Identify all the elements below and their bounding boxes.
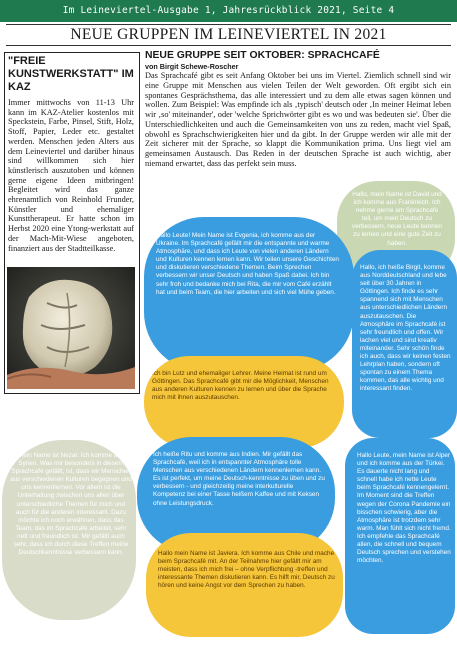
speech-bubble-lutz: Ich bin Lutz und ehemaliger Lehrer. Meine Heimat ist rund um Göttingen. Das Sprachcafé gibt mir die Möglichkeit, Menschen aus anderen Kulturen kennen zu lernen und über die Sprache mich mit ihnen auszutauschen. xyxy=(144,356,344,448)
article-headline: NEUE GRUPPE SEIT OKTOBER: SPRACHCAFÉ xyxy=(145,50,380,61)
page-title: NEUE GRUPPEN IM LEINEVIERTEL IN 2021 xyxy=(70,26,387,43)
speech-bubble-ritu: Ich heiße Ritu und komme aus Indien. Mir gefällt das Sprachcafé, weil ich in entspannter Atmosphäre tolle Menschen aus verschiedenen Ländern kennenlernen kann. Es ist perfekt, um meine Deutsch-kenntnisse zu üben und zu verbessern - und gleichzeitig meine interkulturelle Kompetenz bei einer Tasse heißem Kaffee und mit Keksen ohne Leistungsdruck. xyxy=(137,437,335,553)
speech-bubble-nezar: Mein Name ist Nezar. Ich komme aus Syrien. Was mir besonders in diesem Sprachcafé gefällt, ist, dass wir Menschen aus verschiedenen Kulturen begegnen und uns kennenlernen. Vor allem ist die Unterhaltung zwischen uns allen über unterschiedliche Themen für mich und auch für die anderen interessant. Dazu möchte ich noch erwähnen, dass das Team, das im Sprachcafé arbeitet, sehr nett und freundlich ist. Mir gefällt auch sehr, dass ich durch diese Treffen meine Deutschkenntnisse verbessern kann. xyxy=(2,440,136,620)
article-byline: von Birgit Schewe-Roscher xyxy=(145,62,239,71)
stone-sculpture-photo xyxy=(7,267,135,389)
sidebar-body: Immer mittwochs von 11-13 Uhr kann im KAZ-Atelier kostenlos mit Speckstein, Farbe, Pinsel, Stift, Holz, Stoff, Papier, Leder etc. gestaltet werden. Menschen jeden Alters aus dem Leineviertel und darüber hinaus sind willkommen sich hier künstlerisch auszutoben und können gerne eigene Ideen mitbringen! Begleitet wird das ganze ehrenamtlich von Reinhold Frunder, Künstler und ehemaliger Kunsttherapeut. Er hatte schon im Herbst 2020 eine Ytong-werkstatt auf der Mach-Mit-Wiese angeboten, finanziert aus der Stadtteilkasse. xyxy=(8,98,134,253)
speech-bubble-javiera: Hallo mein Name ist Javiera. Ich komme aus Chile und mache beim Sprachcafé mit. An der Teilnahme hier gefällt mir am meisten, dass ich mich frei – ohne Verpflichtung -treffen und interessante Themen diskutieren kann. Es hilft mir, Deutsch zu hören und keine Angst vor dem Sprechen zu haben. xyxy=(146,533,343,637)
article-body: Das Sprachcafé gibt es seit Anfang Oktober bei uns im Viertel. Ziemlich schnell sind wir eine Gruppe mit Menschen aus vielen Teilen der Welt geworden. Oft ergibt sich ein spontanes Gesprächsthema, das alle interessiert und zu dem alle etwas sagen können und wollen. Zum Beispiel: Was empfinde ich als ‚typisch' deutsch oder ‚In meiner Heimat leben wir ‚so' miteinander', oder 'welche Sprichwörter gibt es wo und was bedeuten sie'. Über die Unterschiedlichkeiten und auch die Gemeinsamkeiten von uns zu reden, macht viel Spaß, obwohl es Sprachschwierigkeiten hier und da gibt. In der Gruppe werden wir alle mit der Zeit sicherer mit der Sprache, so klappt die Kommunikation prima. Uns liegt viel am gemeinsamen Austausch. Das Reden in der deutschen Sprache ist auch wichtig, aber niemand erwartet, dass das perfekt sein muss. xyxy=(145,71,451,168)
speech-bubble-evgenia: Hallo Leute! Mein Name ist Evgenia, ich komme aus der Ukraine. Im Sprachcafé gefällt mir die entspannte und warme Atmosphäre, und dass ich Leute von vielen anderen Ländern und Kulturen kennen lernen kann. Wir teilen unsere Geschichten und diskutieren verschiedene Themen. Beim Sprechen verbessern wir unser Deutsch und haben Spaß dabei. Ich bin sehr froh und bedanke mich bei Rita, die mir vom Café erzählt hat und beim Team, die hier arbeiten und sich viel Mühe geben. xyxy=(144,217,354,372)
speech-bubble-alper: Hallo Leute, mein Name ist Alper und ich komme aus der Türkei. Es dauerte nicht lang und schnell habe ich nette Leute beim Sprachcafé kennengelernt. Im Moment sind die Treffen wegen der Corona Pandemie ein bisschen schwierig, aber die Atmosphäre ist trotzdem sehr warm. Man fühlt sich nicht fremd. Ich empfehle das Sprachcafé allen, die schnell und bequem Deutsch sprechen und verstehen möchten. xyxy=(345,438,455,634)
header-strip: Im Leineviertel-Ausgabe 1, Jahresrückblick 2021, Seite 4 xyxy=(0,0,457,22)
title-rule-bottom xyxy=(6,45,451,46)
sidebar-headline: "FREIE KUNSTWERKSTATT" IM KAZ xyxy=(8,55,134,93)
title-rule-top xyxy=(6,24,451,25)
speech-bubble-david: Hallo, mein Name ist David und ich komme aus Frankreich. Ich nehme gerne am Sprachcafé teil, um mein Deutsch zu verbessern, neue Leute kennen zu lernen und eine gute Zeit zu haben. xyxy=(337,181,455,279)
speech-bubble-birgit: Hallo, ich heiße Birgit, komme aus Norddeutschland und lebe seit über 30 Jahren in Göttingen. Ich finde es sehr spannend sich mit Menschen aus unterschiedlichen Ländern auszutauschen. Die Atmosphäre im Sprachcafé ist sehr freundlich und offen. Wir lachen viel und sind kreativ miteinander. Sehr schön finde ich auch, dass wir keinen festen Lehrplan haben, sondern oft spontan zu einem Thema kommen, das alle wichtig und interessant finden. xyxy=(352,250,457,438)
